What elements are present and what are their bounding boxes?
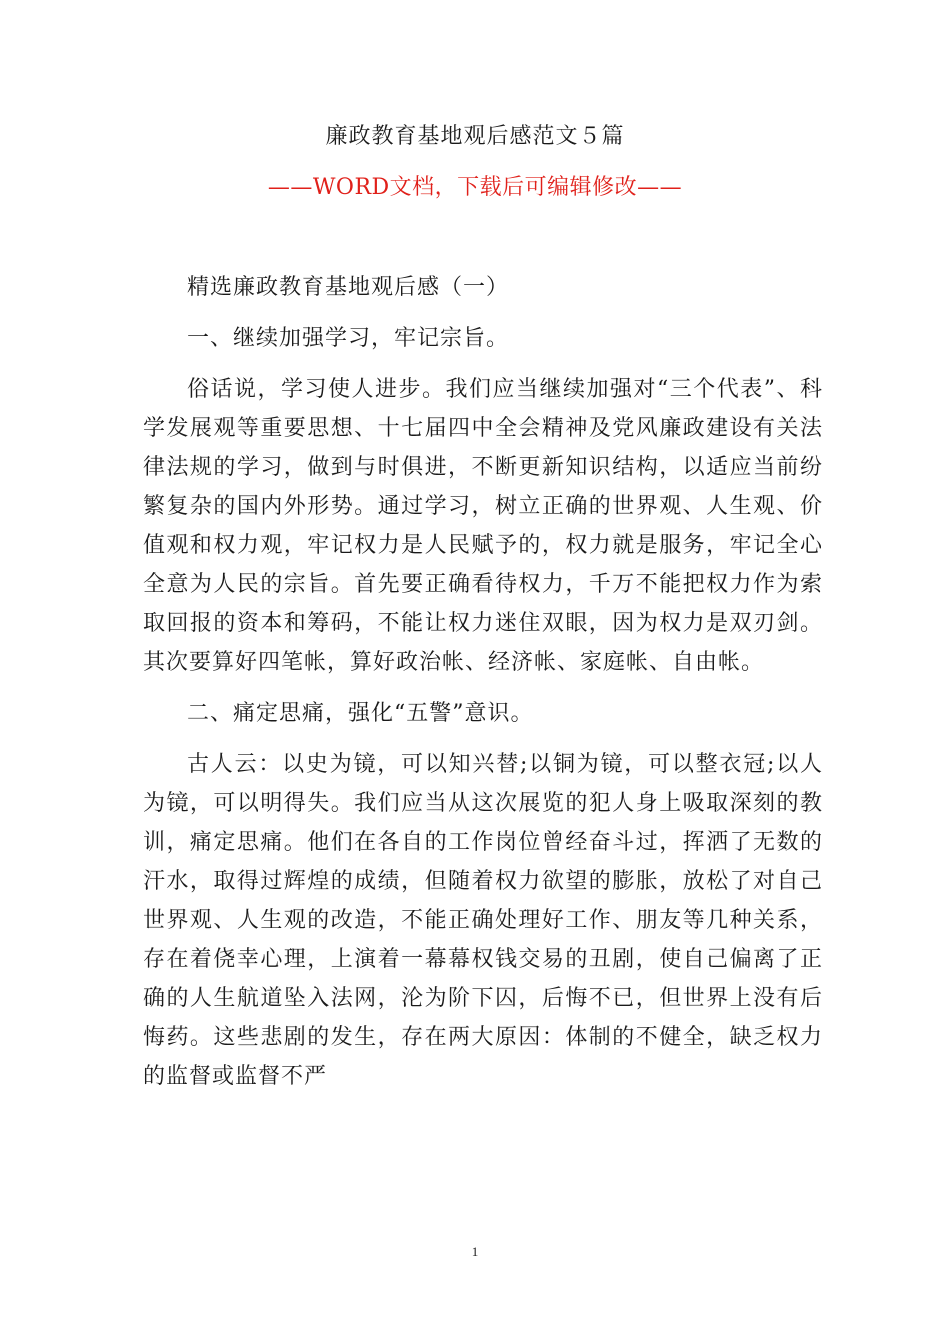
section-heading: 精选廉政教育基地观后感（一） [187, 275, 510, 300]
point-heading-2: 二、痛定思痛，强化“五警”意识。 [187, 701, 534, 726]
document-title: 廉政教育基地观后感范文５篇 [325, 124, 625, 149]
document-body [143, 268, 823, 1096]
document-subtitle: ——WORD文档，下载后可编辑修改—— [267, 175, 683, 200]
page-number: 1 [471, 1244, 479, 1259]
body-paragraph-1: 俗话说，学习使人进步。我们应当继续加强对“三个代表”、科学发展观等重要思想、十七届四中全会精神及党风廉政建设有关法律法规的学习，做到与时俱进，不断更新知识结构，以适应当前纷繁复杂的国内外形势。通过学习，树立正确的世界观、人生观、价值观和权力观，牢记权力是人民赋予的，权力就是服务，牢记全心全意为人民的宗旨。首先要正确看待权力，千万不能把权力作为索取回报的资本和筹码，不能让权力迷住双眼，因为权力是双刃剑。其次要算好四笔帐，算好政治帐、经济帐、家庭帐、自由帐。 [143, 377, 823, 675]
point-heading-1: 一、继续加强学习，牢记宗旨。 [187, 326, 510, 351]
body-paragraph-2: 古人云：以史为镜，可以知兴替;以铜为镜，可以整衣冠;以人为镜，可以明得失。我们应当从这次展览的犯人身上吸取深刻的教训，痛定思痛。他们在各自的工作岗位曾经奋斗过，挥洒了无数的汗水，取得过辉煌的成绩，但随着权力欲望的膨胀，放松了对自己世界观、人生观的改造，不能正确处理好工作、朋友等几种关系，存在着侥幸心理，上演着一幕幕权钱交易的丑剧，使自己偏离了正确的人生航道坠入法网，沦为阶下囚，后悔不已，但世界上没有后悔药。这些悲剧的发生，存在两大原因：体制的不健全，缺乏权力的监督或监督不严 [143, 752, 823, 1089]
